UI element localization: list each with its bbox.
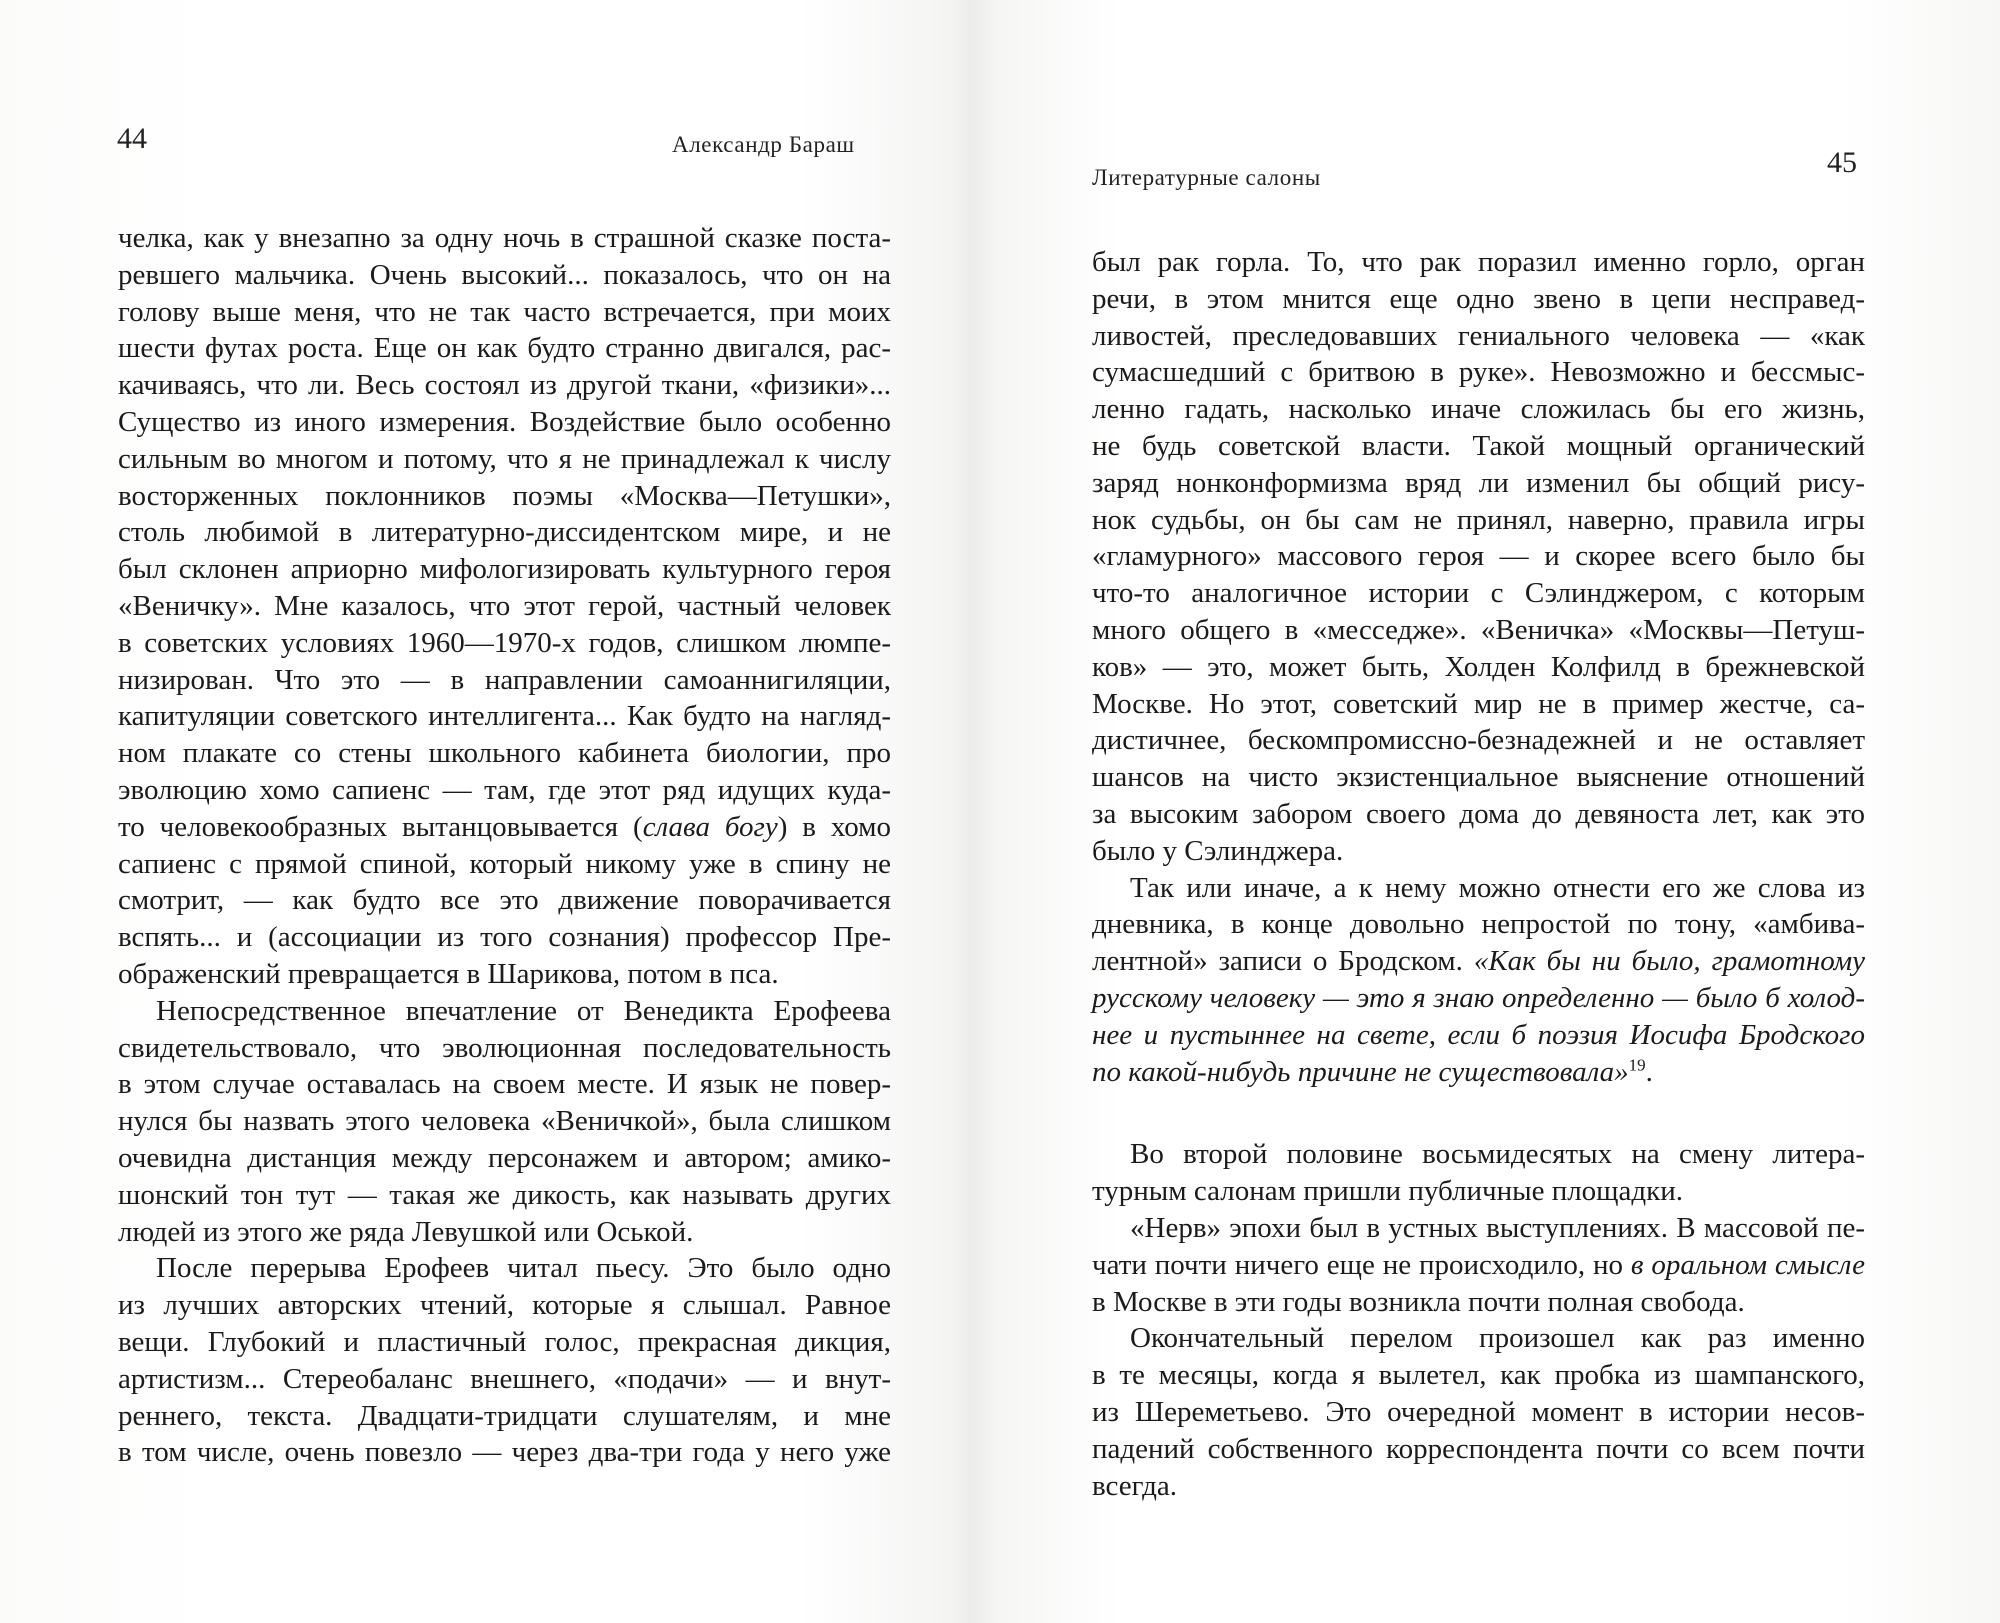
text-line: турным салонам пришли публичные площадки. bbox=[1092, 1175, 1684, 1208]
footnote-marker[interactable]: 19 bbox=[1628, 1054, 1646, 1074]
text-line: шести футах роста. Еще он как будто странно двигался, рас- bbox=[118, 332, 891, 365]
text-line: падений собственного корреспондента почти со всем почти bbox=[1092, 1432, 1865, 1465]
text-line: в этом случае оставалась на своем месте. И язык не повер- bbox=[118, 1068, 891, 1101]
italic-quote: по какой-нибудь причине не существовала» bbox=[1092, 1055, 1629, 1088]
text-line: ков» — это, может быть, Холден Колфилд в брежневской bbox=[1092, 650, 1865, 683]
text-line: смотрит, — как будто все это движение поворачивается bbox=[118, 884, 891, 917]
left-page bbox=[0, 0, 990, 1623]
text-line: сумасшедший с бритвою в руке». Невозможно и бессмыс- bbox=[1092, 356, 1865, 389]
text-line: лентной» записи о Бродском. «Как бы ни было, грамотному bbox=[1092, 945, 1865, 978]
section-break bbox=[1092, 1090, 1865, 1136]
text-line: из Шереметьево. Это очередной момент в истории несов- bbox=[1092, 1395, 1865, 1428]
text-line: много общего в «месседже». «Веничка» «Москвы—Петуш- bbox=[1092, 613, 1865, 646]
right-page bbox=[1010, 0, 2000, 1623]
text-line: артистизм... Стереобаланс внешнего, «подачи» — и внут- bbox=[118, 1362, 891, 1395]
italic-quote: «Как бы ни было, грамотному bbox=[1473, 945, 1865, 978]
text-line: После перерыва Ерофеев читал пьесу. Это было одно bbox=[156, 1252, 891, 1285]
text-line: вспять... и (ассоциации из того сознания) профессор Пре- bbox=[118, 921, 891, 954]
text-line: за высоким забором своего дома до девяноста лет, как это bbox=[1092, 797, 1865, 830]
text-line: по какой-нибудь причине не существовала»$^{19}$. bbox=[1092, 1054, 1653, 1088]
text-line: дневника, в конце довольно непростой по тону, «амбива- bbox=[1092, 908, 1865, 941]
running-head-author: Александр Бараш bbox=[672, 132, 855, 157]
text-line: не будь советской власти. Такой мощный органический bbox=[1092, 429, 1865, 462]
italic-quote: нее и пустыннее на свете, если б поэзия Иосифа Бродского bbox=[1092, 1018, 1865, 1051]
page-number: 45 bbox=[1827, 146, 1857, 179]
text-line: Непосредственное впечатление от Венедикта Ерофеева bbox=[156, 994, 891, 1027]
text-line bbox=[1092, 1017, 1865, 1054]
text-line: эволюцию хомо сапиенс — там, где этот ряд идущих куда- bbox=[118, 773, 891, 806]
text-line: «Нерв» эпохи был в устных выступлениях. В массовой пе- bbox=[1130, 1211, 1865, 1244]
text-line: сапиенс с прямой спиной, который никому уже в спину не bbox=[118, 847, 891, 880]
text-line: свидетельствовало, что эволюционная последовательность bbox=[118, 1031, 891, 1064]
text-line: челка, как у внезапно за одну ночь в страшной сказке поста- bbox=[118, 222, 891, 254]
text-line: Существо из иного измерения. Воздействие было особенно bbox=[118, 405, 891, 438]
text-line: шонский тон тут — такая же дикость, как называть других bbox=[118, 1178, 891, 1211]
text-line: в том числе, очень повезло — через два-три года у него уже bbox=[118, 1436, 891, 1469]
text-line: ображенский превращается в Шарикова, потом в пса. bbox=[118, 957, 779, 990]
text-line: был склонен априорно мифологизировать культурного героя bbox=[118, 553, 891, 586]
page-number: 44 bbox=[117, 122, 147, 155]
italic-quote: русскому человеку — это я знаю определенно — было б холод- bbox=[1092, 981, 1865, 1014]
text-line: «гламурного» массового героя — и скорее всего было бы bbox=[1092, 540, 1865, 573]
text-line: людей из этого же ряда Левушкой или Оськой. bbox=[118, 1215, 694, 1248]
right-page-body-text bbox=[1092, 244, 1865, 1504]
text-line: заряд нонконформизма вряд ли изменил бы общий рису- bbox=[1092, 466, 1865, 499]
text-line: в советских условиях 1960—1970-х годов, слишком люмпе- bbox=[118, 626, 891, 659]
text-line: из лучших авторских чтений, которые я слышал. Равное bbox=[118, 1289, 891, 1322]
text-line: восторженных поклонников поэмы «Москва—Петушки», bbox=[118, 479, 891, 512]
text-line: Так или иначе, а к нему можно отнести его же слова из bbox=[1130, 871, 1865, 904]
text-line: низирован. Что это — в направлении самоаннигиляции, bbox=[118, 663, 891, 696]
left-page-body-text bbox=[118, 220, 891, 1471]
text-line: то человекообразных вытанцовывается (слава богу) в хомо bbox=[118, 810, 892, 843]
text-line: в Москве в эти годы возникла почти полная свобода. bbox=[1092, 1285, 1745, 1318]
text-line: нулся бы назвать этого человека «Веничкой», была слишком bbox=[118, 1105, 891, 1138]
text-line: что-то аналогичное истории с Сэлинджером, с которым bbox=[1092, 577, 1865, 610]
text-line: ном плакате со стены школьного кабинета биологии, про bbox=[118, 737, 891, 770]
text-line: дистичнее, бескомпромиссно-безнадежней и не оставляет bbox=[1092, 724, 1865, 757]
text-line: Во второй половине восьмидесятых на смену литера- bbox=[1130, 1138, 1865, 1171]
text-line: вещи. Глубокий и пластичный голос, прекрасная дикция, bbox=[118, 1325, 891, 1358]
italic-quote: в оральном смысле bbox=[1630, 1248, 1865, 1281]
text-line: в те месяцы, когда я вылетел, как пробка из шампанского, bbox=[1092, 1359, 1865, 1392]
text-line: ливостей, преследовавших гениального человека — «как bbox=[1092, 319, 1865, 352]
italic-phrase: слава богу bbox=[642, 810, 778, 843]
text-line: Москве. Но этот, советский мир не в пример жестче, са- bbox=[1092, 687, 1865, 720]
text-line: всегда. bbox=[1092, 1469, 1177, 1502]
text-line bbox=[1092, 980, 1865, 1017]
text-line: голову выше меня, что не так часто встречается, при моих bbox=[118, 295, 891, 328]
text-line: нок судьбы, он бы сам не принял, наверно, правила игры bbox=[1092, 503, 1865, 536]
running-head-title: Литературные салоны bbox=[1092, 165, 1321, 190]
text-line: был рак горла. То, что рак поразил именно горло, орган bbox=[1092, 246, 1865, 278]
text-line: качиваясь, что ли. Весь состоял из другой ткани, «физики»... bbox=[118, 369, 891, 402]
text-line: Окончательный перелом произошел как раз именно bbox=[1130, 1322, 1865, 1355]
text-line: шансов на чисто экзистенциальное выяснение отношений bbox=[1092, 761, 1865, 794]
text-line: сильным во многом и потому, что я не принадлежал к числу bbox=[118, 442, 891, 475]
text-line: было у Сэлинджера. bbox=[1092, 834, 1344, 867]
text-line: чати почти ничего еще не происходило, но в оральном смысле bbox=[1092, 1248, 1865, 1281]
text-line: речи, в этом мнится еще одно звено в цепи несправед- bbox=[1092, 282, 1865, 315]
text-line: столь любимой в литературно-диссидентском мире, и не bbox=[118, 516, 891, 549]
text-line: ленно гадать, насколько иначе сложилась бы его жизнь, bbox=[1092, 393, 1865, 426]
text-line: капитуляции советского интеллигента... Как будто на нагляд- bbox=[118, 700, 891, 733]
text-line: реннего, текста. Двадцати-тридцати слушателям, и мне bbox=[118, 1399, 891, 1432]
text-line: очевидна дистанция между персонажем и автором; амико- bbox=[118, 1141, 891, 1174]
text-line: ревшего мальчика. Очень высокий... показалось, что он на bbox=[118, 258, 891, 291]
text-line: «Веничку». Мне казалось, что этот герой, частный человек bbox=[118, 589, 891, 622]
